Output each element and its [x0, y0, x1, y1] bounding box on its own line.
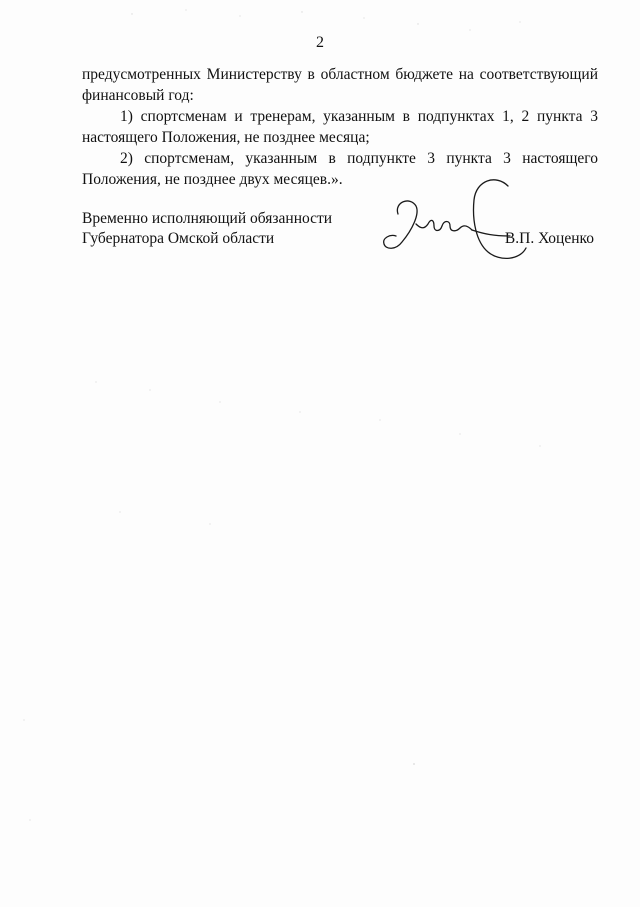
continuation-line-2: финансовый год:: [82, 87, 194, 104]
paragraph-continuation: [82, 64, 598, 106]
page-number: 2: [316, 34, 324, 51]
list-item-1: 1) спортсменам и тренерам, указанным в подпунктах 1, 2 пункта 3 настоящего Положения, не позднее месяца;: [82, 108, 598, 146]
list-item-2: 2) спортсменам, указанным в подпункте 3 пункта 3 настоящего Положения, не позднее двух месяцев.».: [82, 150, 598, 188]
handwritten-signature: [376, 172, 536, 268]
signer-title-line-2: Губернатора Омской области: [82, 230, 275, 247]
signer-name: В.П. Хоценко: [504, 230, 594, 247]
signer-title-line-1: Временно исполняющий обязанности: [82, 210, 333, 227]
continuation-line-1: предусмотренных Министерству в областном бюджете на соответствующий: [82, 66, 598, 83]
